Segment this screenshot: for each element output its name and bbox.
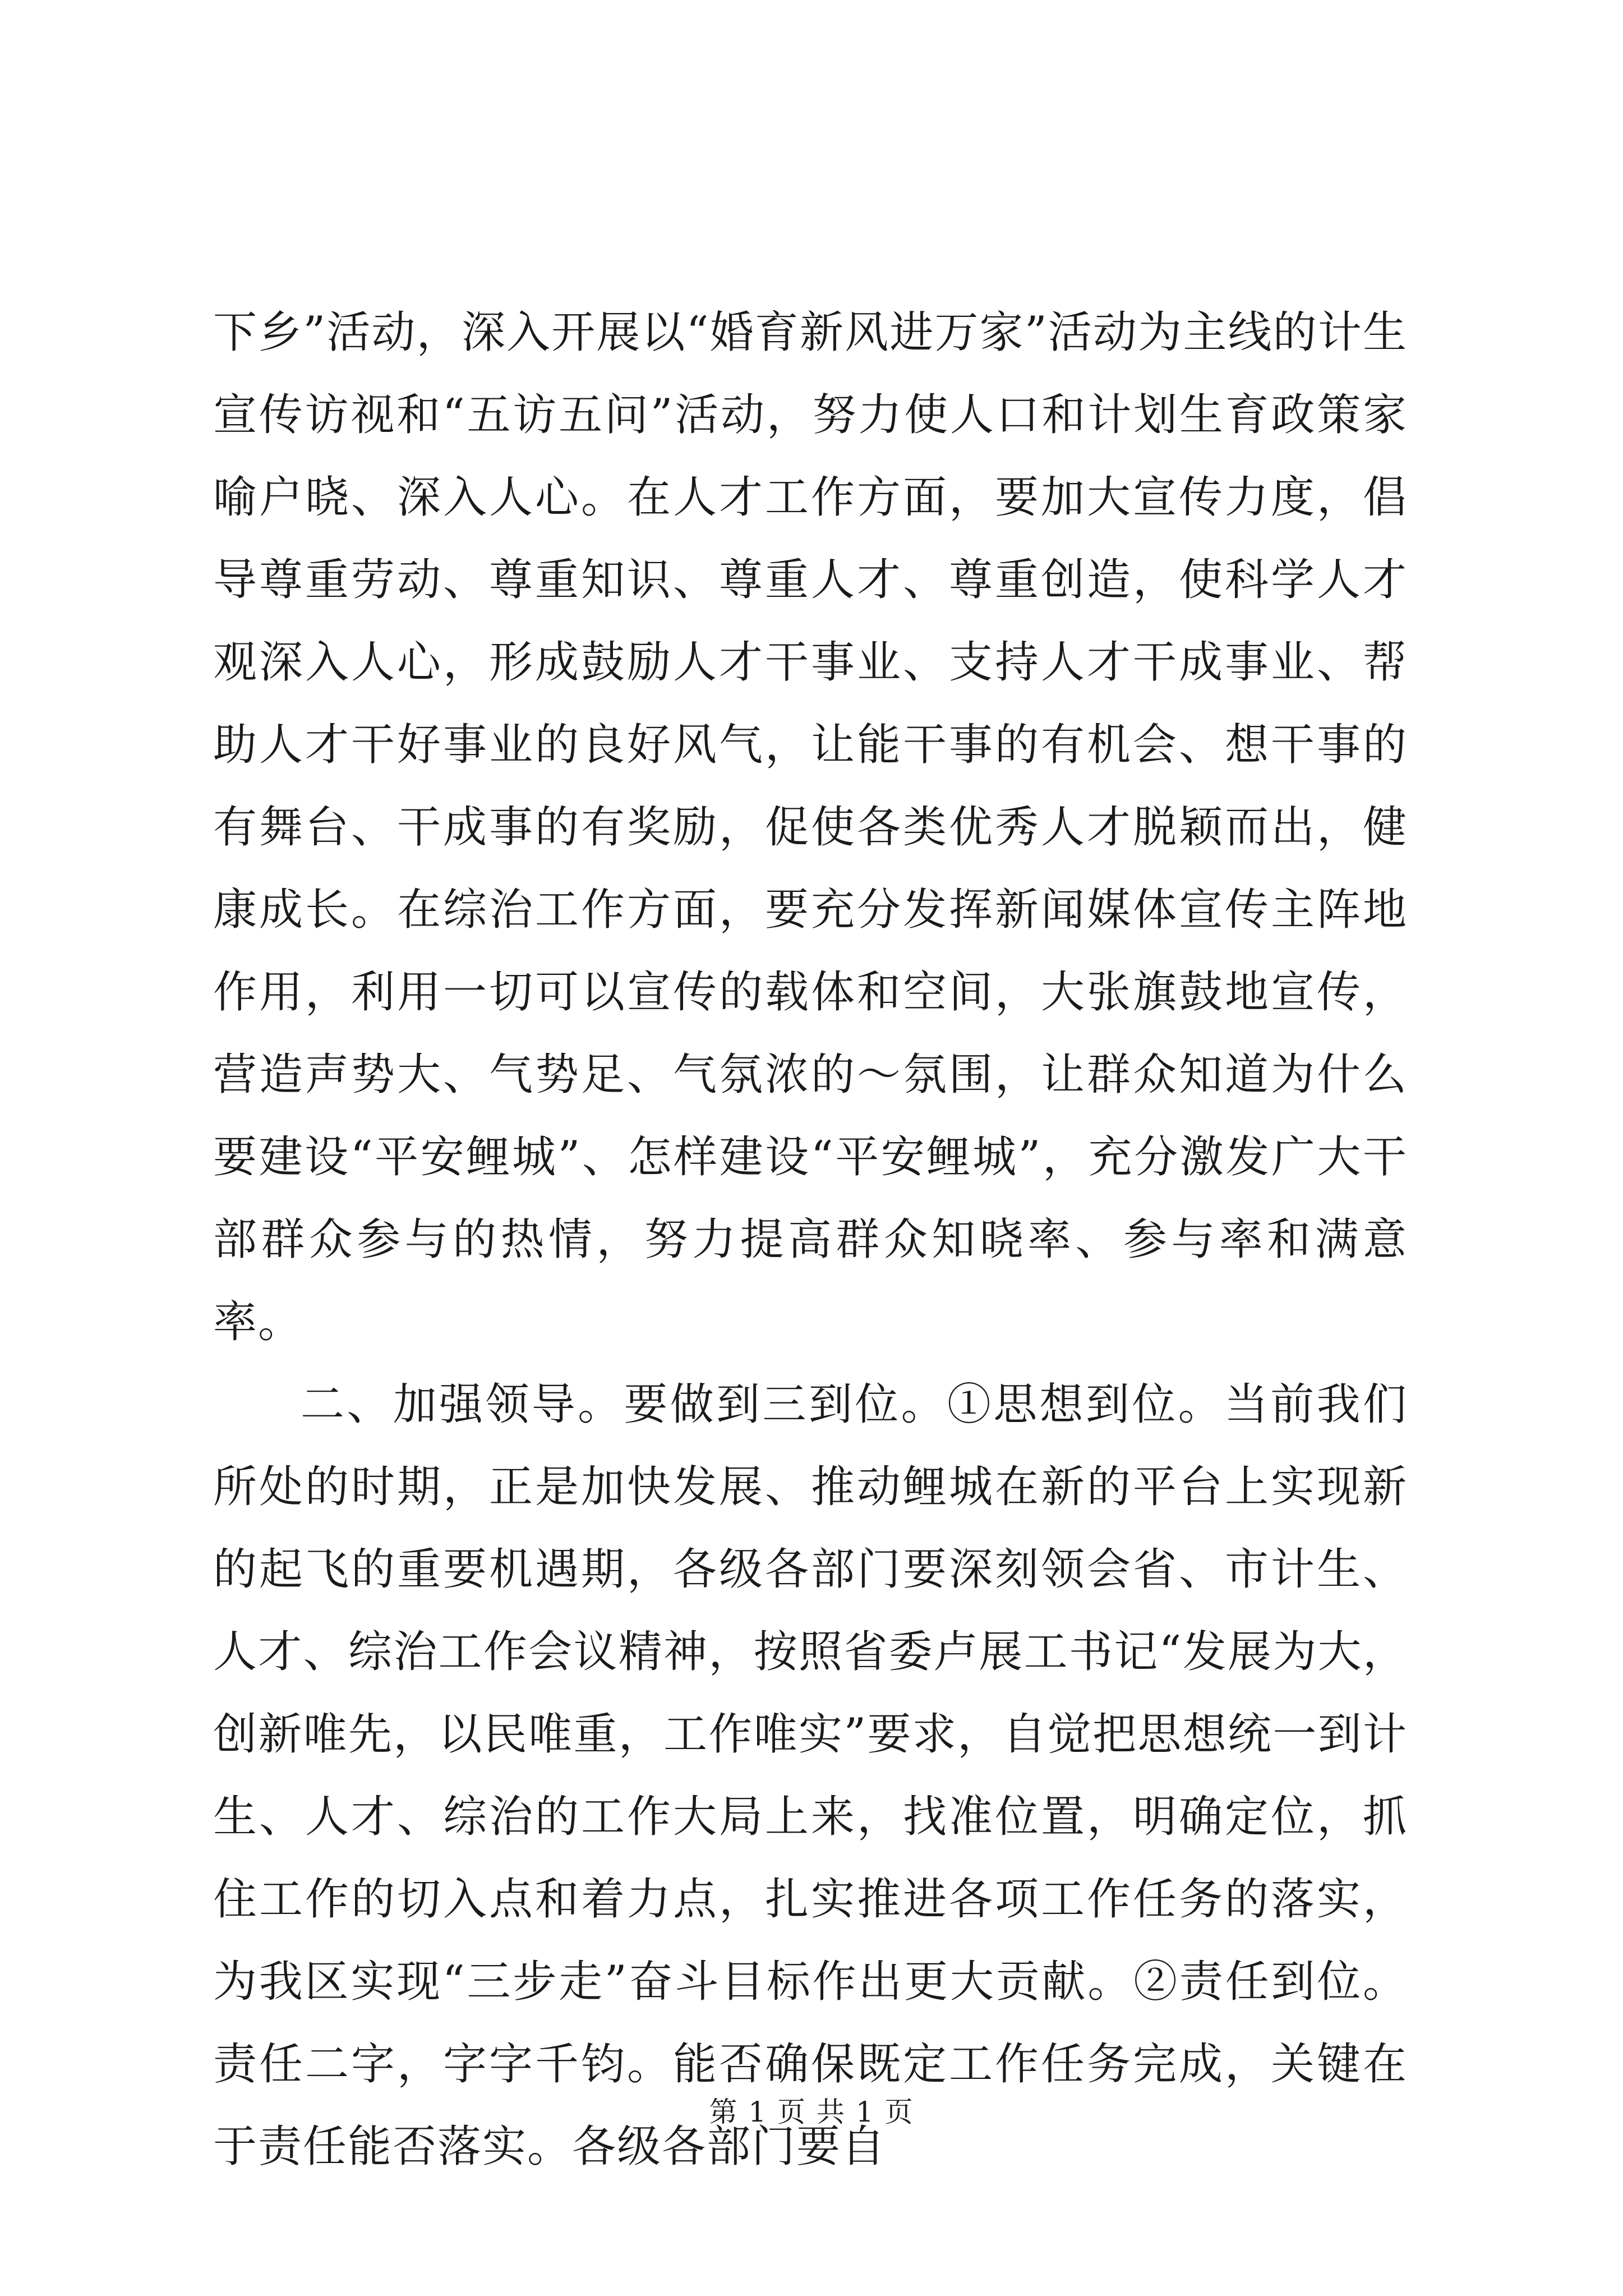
document-body: [213, 292, 1408, 2188]
paragraph-2: 二、加强领导。要做到三到位。①思想到位。当前我们所处的时期，正是加快发展、推动鲤城在新的平台上实现新的起飞的重要机遇期，各级各部门要深刻领会省、市计生、人才、综治工作会议精神，按照省委卢展工书记“发展为大，创新唯先，以民唯重，工作唯实”要求，自觉把思想统一到计生、人才、综治的工作大局上来，找准位置，明确定位，抓住工作的切入点和着力点，扎实推进各项工作任务的落实，为我区实现“三步走”奋斗目标作出更大贡献。②责任到位。责任二字，字字千钧。能否确保既定工作任务完成，关键在于责任能否落实。各级各部门要自: [213, 1379, 1408, 2172]
page-footer: 第 1 页 共 1 页: [709, 2096, 914, 2128]
paragraph-1: 下乡”活动，深入开展以“婚育新风进万家”活动为主线的计生宣传访视和“五访五问”活动，努力使人口和计划生育政策家喻户晓、深入人心。在人才工作方面，要加大宣传力度，倡导尊重劳动、尊重知识、尊重人才、尊重创造，使科学人才观深入人心，形成鼓励人才干事业、支持人才干成事业、帮助人才干好事业的良好风气，让能干事的有机会、想干事的有舞台、干成事的有奖励，促使各类优秀人才脱颖而出，健康成长。在综治工作方面，要充分发挥新闻媒体宣传主阵地作用，利用一切可以宣传的载体和空间，大张旗鼓地宣传，营造声势大、气势足、气氛浓的～氛围，让群众知道为什么要建设“平安鲤城”、怎样建设“平安鲤城”，充分激发广大干部群众参与的热情，努力提高群众知晓率、参与率和满意率。: [213, 307, 1408, 1347]
